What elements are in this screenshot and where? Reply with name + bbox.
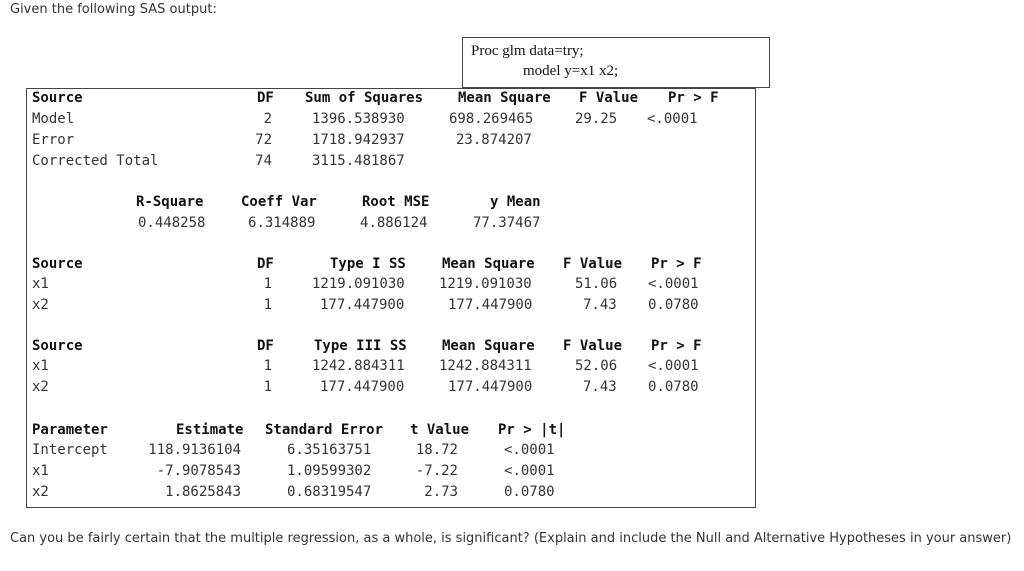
params-row-est: 1.8625843: [165, 484, 241, 500]
type1-row-p: <.0001: [648, 276, 699, 292]
anova-row-df: 72: [255, 132, 272, 148]
type3-header-ss: Type III SS: [314, 338, 407, 354]
fit-header-rmse: Root MSE: [362, 194, 430, 210]
type1-row-df: 1: [263, 297, 272, 313]
fit-header-cv: Coeff Var: [241, 194, 317, 210]
anova-header-ms: Mean Square: [458, 90, 551, 106]
sas-code-box: [462, 37, 770, 88]
type1-row-f: 51.06: [575, 276, 618, 292]
fit-value-rmse: 4.886124: [360, 215, 428, 231]
anova-row-df: 2: [263, 111, 272, 127]
code-line-model: model y=x1 x2;: [523, 63, 619, 79]
params-row-se: 6.35163751: [287, 442, 372, 458]
params-row-t: 2.73: [424, 484, 458, 500]
params-row-est: 118.9136104: [148, 442, 241, 458]
type3-row-ms: 177.447900: [448, 379, 533, 395]
type1-row-f: 7.43: [583, 297, 617, 313]
params-row-t: 18.72: [415, 442, 458, 458]
params-header-p: Pr > |t|: [498, 422, 566, 438]
params-row-est: -7.9078543: [156, 463, 241, 479]
question-text: Can you be fairly certain that the multiple regression, as a whole, is significant? (Explain and include the Null and Alternative Hypotheses in your answer): [10, 531, 1012, 546]
type1-header-p: Pr > F: [651, 256, 702, 272]
anova-row-source: Error: [32, 132, 75, 148]
anova-row-ms: 698.269465: [449, 111, 534, 127]
fit-value-ymean: 77.37467: [473, 215, 541, 231]
fit-value-rsq: 0.448258: [138, 215, 206, 231]
anova-header-f: F Value: [579, 90, 639, 106]
code-line-proc: Proc glm data=try;: [471, 43, 584, 59]
type3-header-f: F Value: [563, 338, 623, 354]
params-row-se: 1.09599302: [287, 463, 372, 479]
type1-row-ss: 177.447900: [320, 297, 405, 313]
type1-row-ms: 177.447900: [448, 297, 533, 313]
anova-header-df: DF: [257, 90, 274, 106]
anova-header-source: Source: [32, 90, 83, 106]
anova-row-df: 74: [255, 153, 272, 169]
type3-row-ss: 1242.884311: [312, 358, 405, 374]
params-row-p: <.0001: [504, 463, 555, 479]
type3-row-df: 1: [263, 379, 272, 395]
type3-row-ms: 1242.884311: [439, 358, 532, 374]
params-row-p: 0.0780: [504, 484, 555, 500]
type1-header-ss: Type I SS: [330, 256, 406, 272]
type3-row-ss: 177.447900: [320, 379, 405, 395]
type3-header-ms: Mean Square: [442, 338, 535, 354]
params-row-p: <.0001: [504, 442, 555, 458]
anova-row-source: Model: [32, 111, 75, 127]
params-header-param: Parameter: [32, 422, 108, 438]
type3-header-source: Source: [32, 338, 83, 354]
anova-row-ms: 23.874207: [456, 132, 532, 148]
type1-header-df: DF: [257, 256, 274, 272]
type1-header-source: Source: [32, 256, 83, 272]
params-header-t: t Value: [410, 422, 470, 438]
anova-row-ss: 1396.538930: [312, 111, 405, 127]
params-row-param: x1: [32, 463, 49, 479]
type3-row-f: 7.43: [583, 379, 617, 395]
fit-value-cv: 6.314889: [248, 215, 316, 231]
params-row-param: x2: [32, 484, 49, 500]
intro-text: Given the following SAS output:: [10, 2, 217, 17]
anova-row-ss: 1718.942937: [312, 132, 405, 148]
params-row-t: -7.22: [415, 463, 458, 479]
type1-row-ss: 1219.091030: [312, 276, 405, 292]
type3-row-p: 0.0780: [648, 379, 699, 395]
type3-header-p: Pr > F: [651, 338, 702, 354]
type3-row-source: x2: [32, 379, 49, 395]
anova-row-f: 29.25: [575, 111, 618, 127]
params-row-se: 0.68319547: [287, 484, 372, 500]
anova-row-p: <.0001: [647, 111, 698, 127]
type3-header-df: DF: [257, 338, 274, 354]
type1-row-ms: 1219.091030: [439, 276, 532, 292]
params-row-param: Intercept: [32, 442, 108, 458]
fit-header-ymean: y Mean: [490, 194, 541, 210]
anova-row-source: Corrected Total: [32, 153, 159, 169]
type3-row-df: 1: [263, 358, 272, 374]
anova-header-ss: Sum of Squares: [305, 90, 424, 106]
anova-header-p: Pr > F: [668, 90, 719, 106]
type1-row-source: x1: [32, 276, 49, 292]
type3-row-f: 52.06: [575, 358, 618, 374]
type1-row-df: 1: [263, 276, 272, 292]
type1-row-p: 0.0780: [648, 297, 699, 313]
type3-row-p: <.0001: [648, 358, 699, 374]
type1-row-source: x2: [32, 297, 49, 313]
fit-header-rsq: R-Square: [136, 194, 204, 210]
params-header-est: Estimate: [176, 422, 244, 438]
anova-row-ss: 3115.481867: [312, 153, 405, 169]
params-header-se: Standard Error: [265, 422, 384, 438]
type1-header-ms: Mean Square: [442, 256, 535, 272]
type1-header-f: F Value: [563, 256, 623, 272]
type3-row-source: x1: [32, 358, 49, 374]
